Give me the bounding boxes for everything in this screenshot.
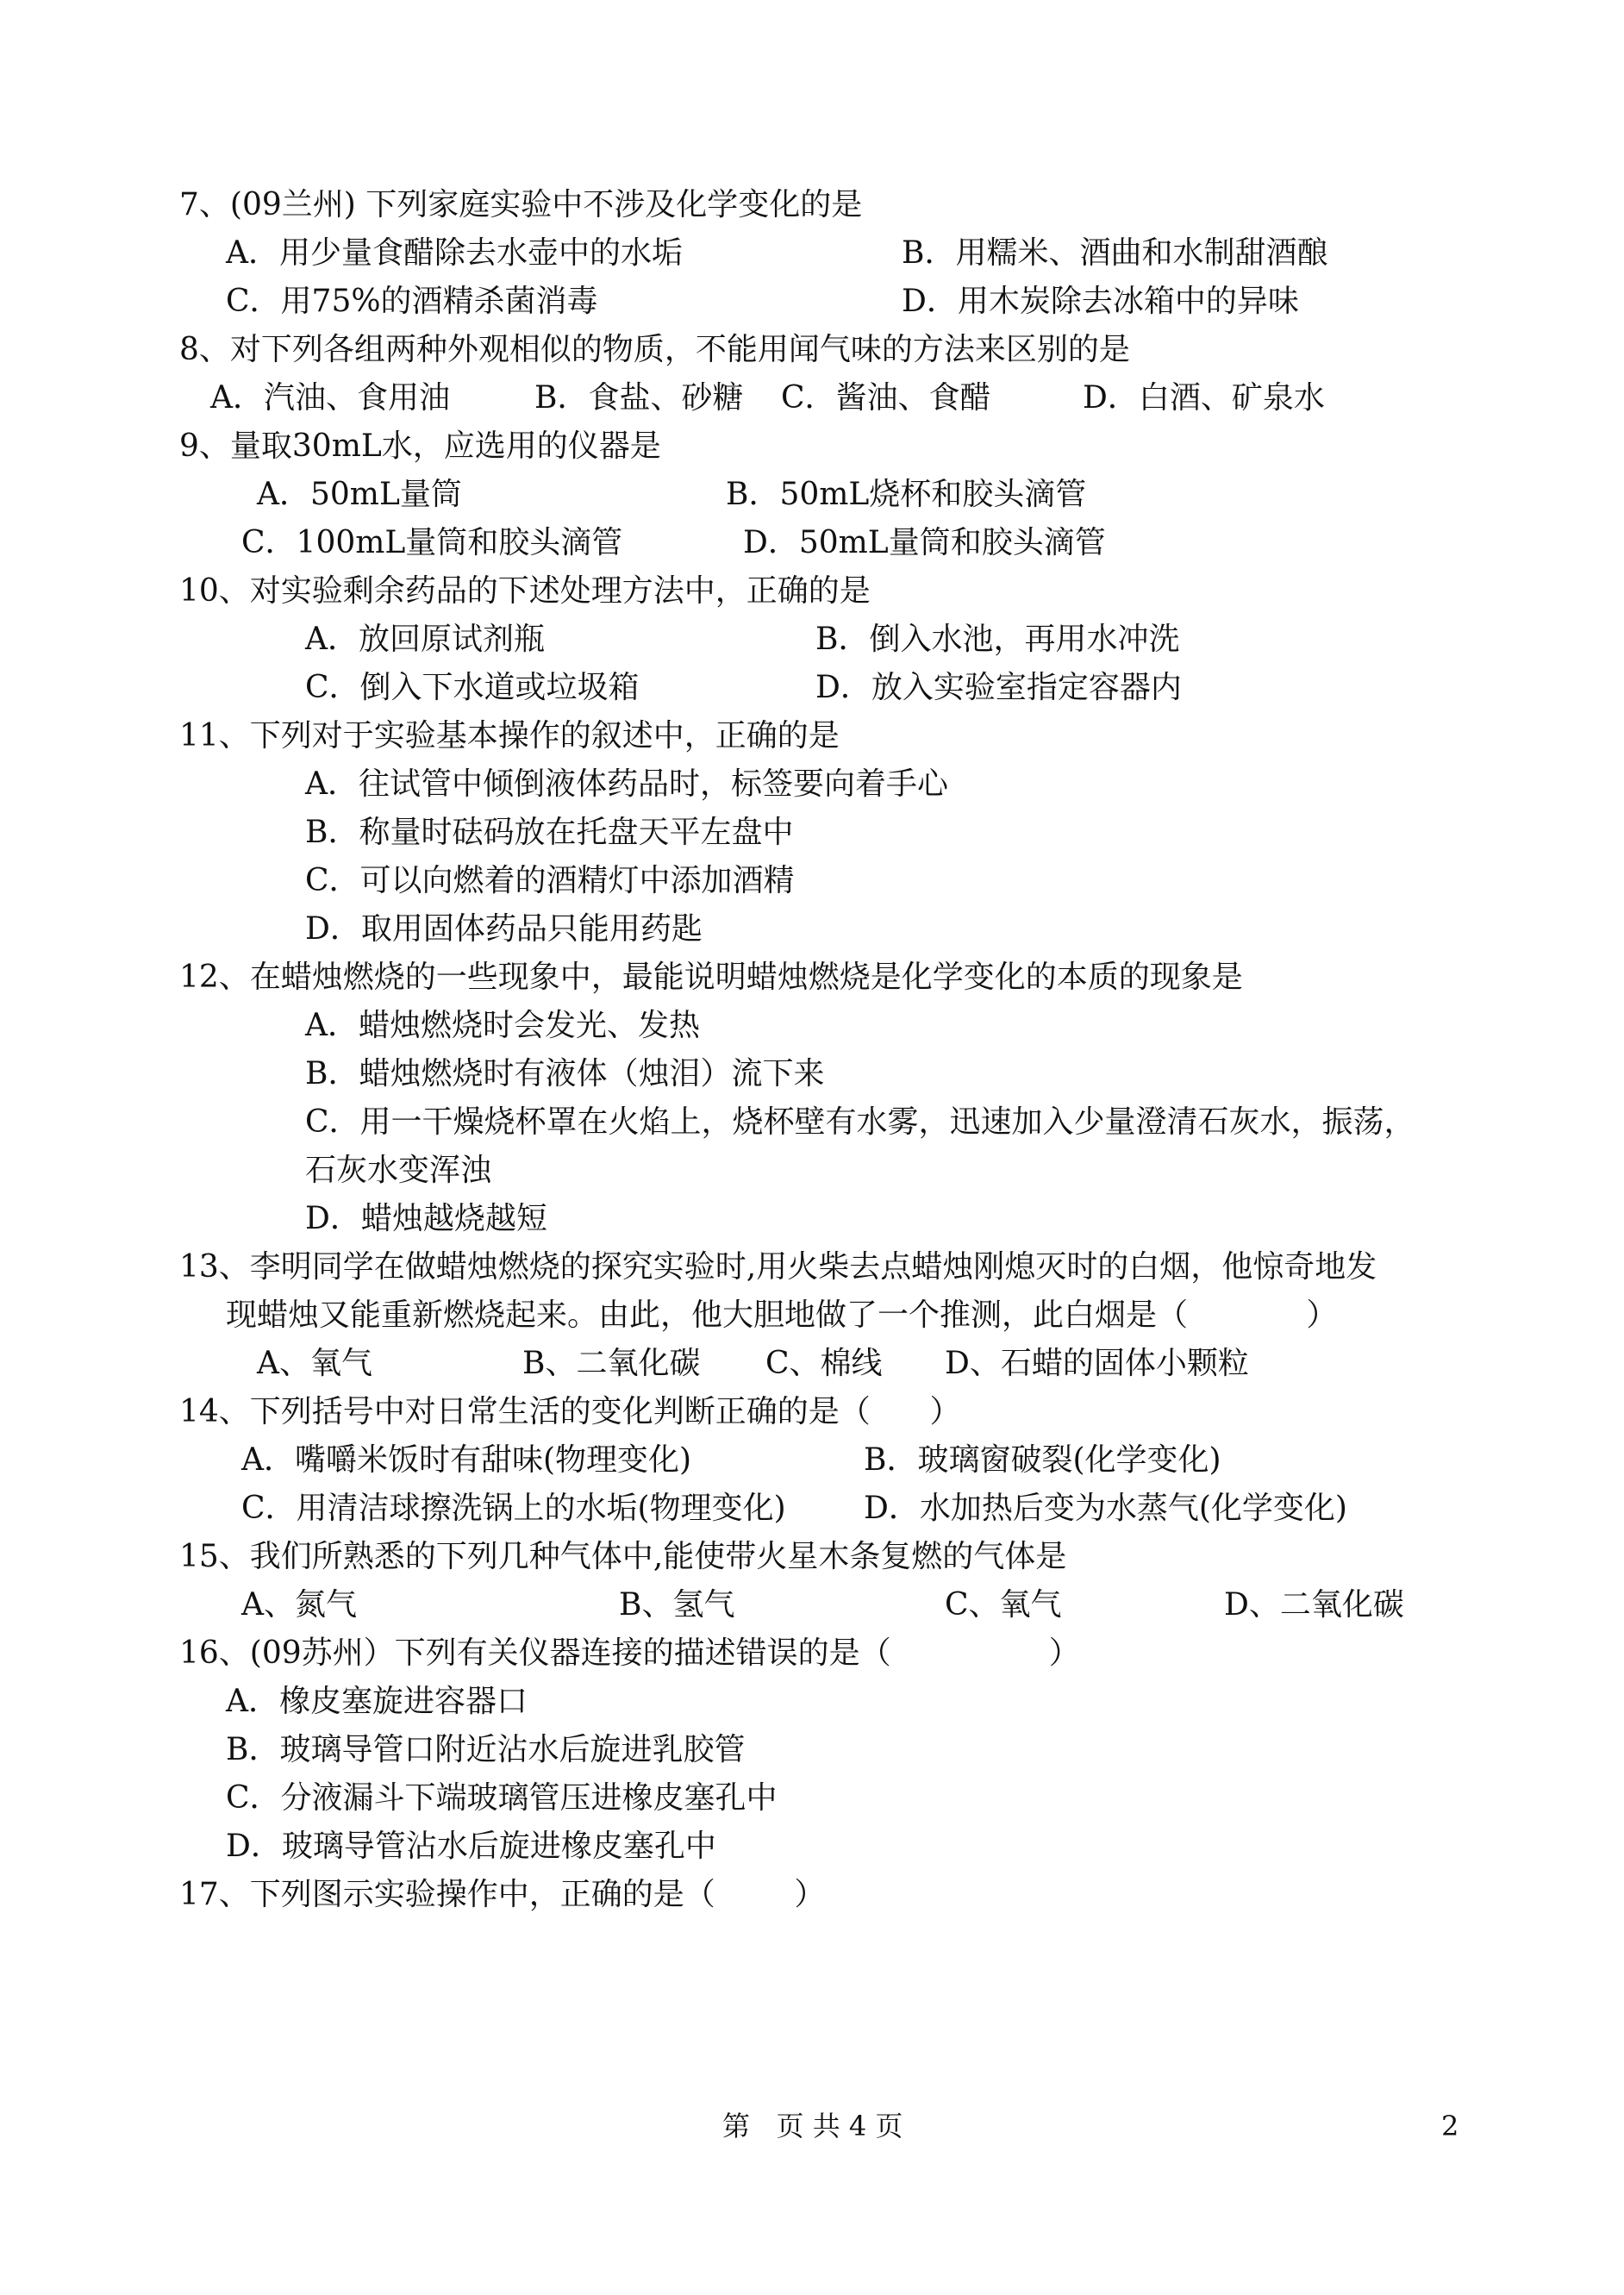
question-13-stem-line2: 现蜡烛又能重新燃烧起来。由此，他大胆地做了一个推测，此白烟是（ ） — [226, 1298, 1338, 1333]
question-10-option-b: B．倒入水池，再用水冲洗 — [815, 622, 1180, 657]
question-14-option-b: B．玻璃窗破裂(化学变化) — [864, 1442, 1221, 1478]
question-8-option-d: D．白酒、矿泉水 — [1083, 380, 1325, 416]
question-11-option-c: C．可以向燃着的酒精灯中添加酒精 — [305, 863, 795, 898]
question-13-option-a: A、氧气 — [257, 1346, 372, 1381]
question-12-option-a: A．蜡烛燃烧时会发光、发热 — [305, 1008, 700, 1043]
question-9-option-a: A．50mL量筒 — [257, 477, 462, 512]
question-12-option-d: D．蜡烛越烧越短 — [305, 1201, 547, 1236]
question-10-option-a: A．放回原试剂瓶 — [305, 622, 545, 657]
question-9-option-d: D．50mL量筒和胶头滴管 — [743, 525, 1106, 560]
page-number: 2 — [1441, 2110, 1459, 2142]
question-8-option-c: C．酱油、食醋 — [781, 380, 991, 416]
question-10-option-c: C．倒入下水道或垃圾箱 — [305, 670, 640, 705]
question-9-stem: 9、量取30mL水，应选用的仪器是 — [179, 428, 661, 464]
question-8-option-b: B．食盐、砂糖 — [534, 380, 744, 416]
question-7-stem: 7、(09兰州) 下列家庭实验中不涉及化学变化的是 — [179, 187, 863, 222]
question-12-option-c-line1: C．用一干燥烧杯罩在火焰上，烧杯壁有水雾，迅速加入少量澄清石灰水，振荡， — [305, 1104, 1415, 1140]
question-8-stem: 8、对下列各组两种外观相似的物质，不能用闻气味的方法来区别的是 — [179, 332, 1130, 367]
question-16-option-b: B．玻璃导管口附近沾水后旋进乳胶管 — [226, 1732, 746, 1767]
question-10-option-d: D．放入实验室指定容器内 — [815, 670, 1182, 705]
question-12-option-c-line2: 石灰水变浑浊 — [305, 1153, 492, 1188]
question-11-stem: 11、下列对于实验基本操作的叙述中，正确的是 — [179, 718, 840, 754]
question-7-option-d: D．用木炭除去冰箱中的异味 — [902, 284, 1299, 319]
question-11-option-d: D．取用固体药品只能用药匙 — [305, 911, 703, 947]
question-11-option-a: A．往试管中倾倒液体药品时，标签要向着手心 — [305, 766, 948, 802]
question-12-stem: 12、在蜡烛燃烧的一些现象中，最能说明蜡烛燃烧是化学变化的本质的现象是 — [179, 960, 1243, 995]
question-13-option-b: B、二氧化碳 — [522, 1346, 701, 1381]
question-15-option-c: C、氧气 — [945, 1587, 1062, 1623]
question-15-option-d: D、二氧化碳 — [1224, 1587, 1404, 1623]
question-16-stem: 16、(09苏州）下列有关仪器连接的描述错误的是（ ） — [179, 1635, 1080, 1671]
question-14-option-a: A．嘴嚼米饭时有甜味(物理变化) — [241, 1442, 692, 1478]
question-8-option-a: A．汽油、食用油 — [210, 380, 450, 416]
question-16-option-c: C．分液漏斗下端玻璃管压进橡皮塞孔中 — [226, 1780, 778, 1816]
question-9-option-c: C．100mL量筒和胶头滴管 — [241, 525, 623, 560]
question-14-option-d: D．水加热后变为水蒸气(化学变化) — [864, 1491, 1347, 1526]
question-13-option-d: D、石蜡的固体小颗粒 — [945, 1346, 1249, 1381]
question-11-option-b: B．称量时砝码放在托盘天平左盘中 — [305, 815, 794, 850]
question-16-option-d: D．玻璃导管沾水后旋进橡皮塞孔中 — [226, 1829, 716, 1864]
question-14-stem: 14、下列括号中对日常生活的变化判断正确的是（ ） — [179, 1394, 961, 1429]
question-13-stem-line1: 13、李明同学在做蜡烛燃烧的探究实验时,用火柴去点蜡烛刚熄灭时的白烟，他惊奇地发 — [179, 1249, 1377, 1285]
question-7-option-b: B．用糯米、酒曲和水制甜酒酿 — [902, 235, 1328, 271]
question-15-option-a: A、氮气 — [241, 1587, 357, 1623]
question-15-stem: 15、我们所熟悉的下列几种气体中,能使带火星木条复燃的气体是 — [179, 1539, 1067, 1574]
question-17-stem: 17、下列图示实验操作中，正确的是（ ） — [179, 1877, 826, 1912]
question-9-option-b: B．50mL烧杯和胶头滴管 — [726, 477, 1087, 512]
question-10-stem: 10、对实验剩余药品的下述处理方法中，正确的是 — [179, 573, 871, 609]
question-14-option-c: C．用清洁球擦洗锅上的水垢(物理变化) — [241, 1491, 786, 1526]
page-footer-label: 第 页 共 4 页 — [722, 2110, 903, 2142]
question-7-option-a: A．用少量食醋除去水壶中的水垢 — [226, 235, 683, 271]
question-7-option-c: C．用75%的酒精杀菌消毒 — [226, 284, 598, 319]
question-15-option-b: B、氢气 — [619, 1587, 735, 1623]
question-12-option-b: B．蜡烛燃烧时有液体（烛泪）流下来 — [305, 1056, 825, 1091]
question-16-option-a: A．橡皮塞旋进容器口 — [226, 1684, 528, 1719]
question-13-option-c: C、棉线 — [765, 1346, 883, 1381]
